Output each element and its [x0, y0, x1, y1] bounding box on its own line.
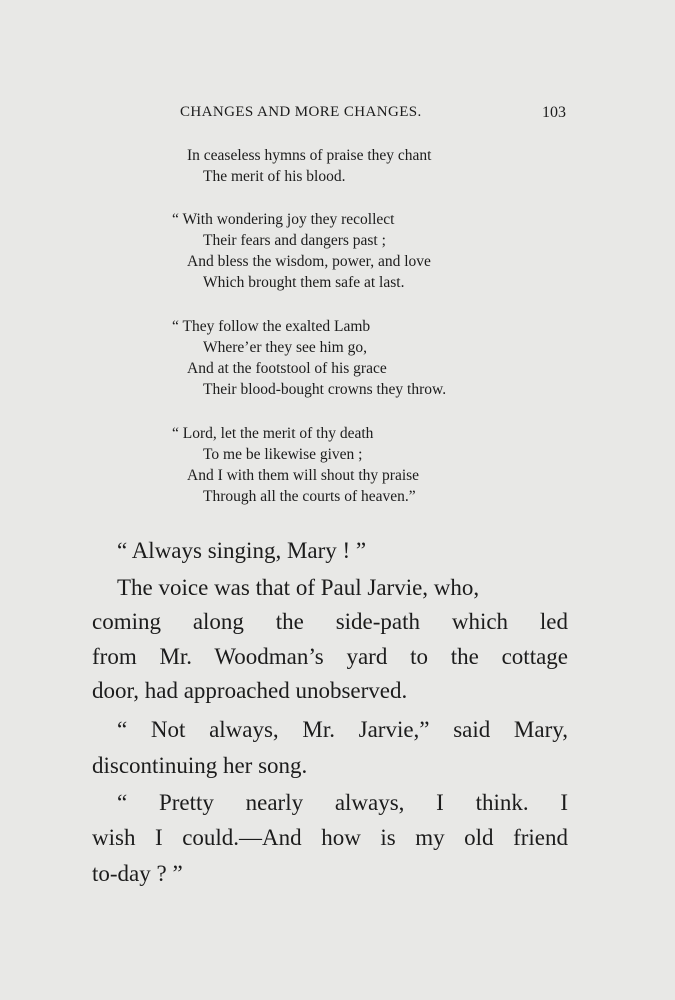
poem-line: “ Lord, let the merit of thy death	[172, 425, 374, 442]
poem-line: Which brought them safe at last.	[203, 274, 405, 291]
poem-line: And bless the wisdom, power, and love	[187, 253, 431, 270]
poem-line: And at the footstool of his grace	[187, 360, 387, 377]
poem-line: Their fears and dangers past ;	[203, 232, 386, 249]
prose-line: from Mr. Woodman’s yard to the cottage	[92, 644, 568, 669]
prose-line: “ Not always, Mr. Jarvie,” said Mary,	[117, 717, 568, 742]
poem-line: The merit of his blood.	[203, 168, 346, 185]
prose-line: The voice was that of Paul Jarvie, who,	[117, 575, 480, 600]
prose-line: to-day ? ”	[92, 861, 183, 886]
page-number: 103	[542, 104, 566, 121]
poem-line: And I with them will shout thy praise	[187, 467, 420, 484]
poem-line: To me be likewise given ;	[203, 446, 363, 463]
poem-line: Their blood-bought crowns they throw.	[203, 381, 447, 398]
prose-line: coming along the side-path which led	[92, 609, 568, 634]
prose-line: wish I could.—And how is my old friend	[92, 825, 568, 850]
prose-line: “ Always singing, Mary ! ”	[117, 538, 367, 563]
page-header	[180, 104, 566, 126]
poem-line: “ They follow the exalted Lamb	[172, 318, 371, 335]
poem-line: “ With wondering joy they recollect	[172, 211, 395, 228]
poem-line: In ceaseless hymns of praise they chant	[187, 147, 432, 164]
prose-line: “ Pretty nearly always, I think. I	[117, 790, 568, 815]
running-title: CHANGES AND MORE CHANGES.	[180, 104, 422, 120]
prose-line: door, had approached unobserved.	[92, 678, 408, 703]
prose-line: discontinuing her song.	[92, 753, 308, 778]
poem-line: Through all the courts of heaven.”	[203, 488, 416, 505]
poem-line: Where’er they see him go,	[203, 339, 367, 356]
